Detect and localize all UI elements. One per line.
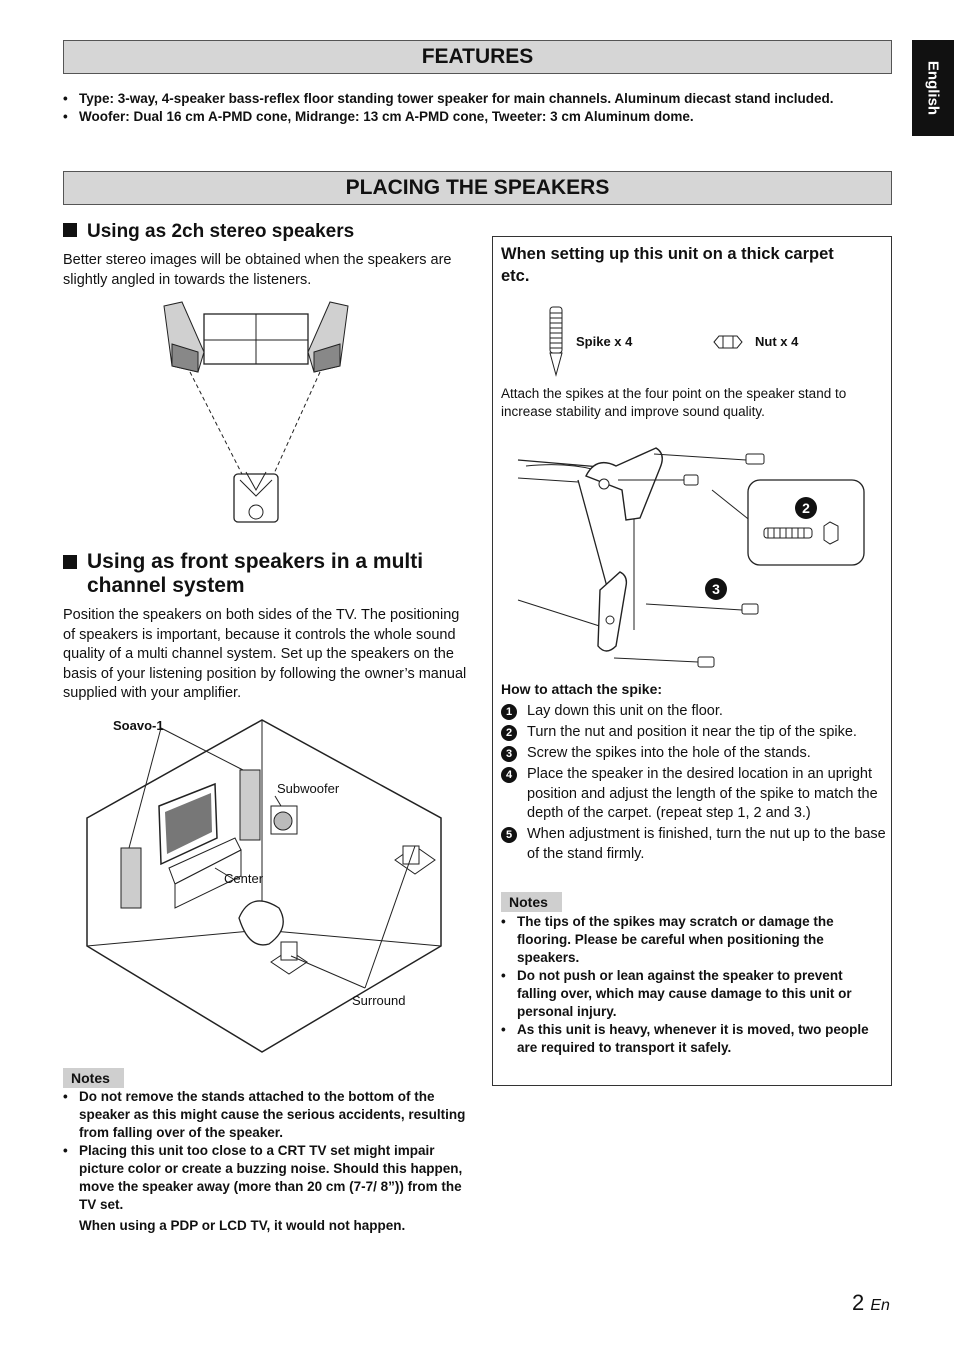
list-item: • Type: 3-way, 4-speaker bass-reflex floor standing tower speaker for main channels. Aluminum diecast stand included. <box>63 90 863 108</box>
list-item: • Woofer: Dual 16 cm A-PMD cone, Midrange: 13 cm A-PMD cone, Tweeter: 3 cm Aluminum dome. <box>63 108 863 126</box>
language-tab <box>912 40 954 136</box>
spike-icon <box>546 305 566 377</box>
features-list <box>63 90 863 126</box>
stand-assembly-illustration <box>516 440 868 670</box>
steps-list <box>501 702 891 866</box>
page-number: 2 En <box>852 1290 890 1315</box>
attach-text: Attach the spikes at the four point on the speaker stand to increase stability and improve sound quality. <box>501 386 847 419</box>
list-item: 3 Screw the spikes into the hole of the stands. <box>501 744 891 764</box>
spike-label: Spike x 4 <box>576 334 633 349</box>
subwoofer-label: Subwoofer <box>277 781 340 796</box>
step-number-icon: 3 <box>501 746 517 762</box>
callout-3-icon: 3 <box>705 578 727 600</box>
list-item: • Placing this unit too close to a CRT TV set might impair picture color or create a buzzing noise. Should this happen, move the speaker away (more than 20 cm (7-7/ 8”)) from the TV set. <box>63 1142 468 1214</box>
stereo-section-title: Using as 2ch stereo speakers <box>63 221 354 243</box>
list-item: • As this unit is heavy, whenever it is moved, two people are required to transport it safely. <box>501 1021 886 1057</box>
list-item: 4 Place the speaker in the desired location in an upright position and adjust the length of the spike to match the depth of the carpet. (repeat step 1, 2 and 3.) <box>501 765 891 824</box>
list-item: • Do not remove the stands attached to the bottom of the speaker as this might cause the serious accidents, resulting from falling over of the speaker. <box>63 1088 468 1142</box>
step-number-icon: 1 <box>501 704 517 720</box>
carpet-notes-list <box>501 913 886 1057</box>
surround-label: Surround <box>352 993 406 1008</box>
list-item: • The tips of the spikes may scratch or damage the flooring. Please be careful when positioning the speakers. <box>501 913 886 967</box>
features-heading: FEATURES <box>63 40 892 74</box>
square-bullet-icon <box>63 223 77 237</box>
nut-label: Nut x 4 <box>755 334 799 349</box>
list-item: 2 Turn the nut and position it near the tip of the spike. <box>501 723 891 743</box>
multi-section-title: Using as front speakers in a multi channel system <box>63 550 473 598</box>
list-item: 1 Lay down this unit on the floor. <box>501 702 891 722</box>
nut-icon <box>712 334 744 350</box>
step-number-icon: 2 <box>501 725 517 741</box>
multi-text: Position the speakers on both sides of the TV. The positioning of speakers is important, because it controls the whole sound quality of a multi channel system. Set up the speakers on the basis of your listening position by following the owner’s manual supplied with your amplifier. <box>63 607 467 701</box>
placing-note-continuation: When using a PDP or LCD TV, it would not happen. <box>79 1218 406 1233</box>
carpet-title: When setting up this unit on a thick carpet etc. <box>501 245 834 285</box>
callout-2-icon: 2 <box>795 497 817 519</box>
how-to-title: How to attach the spike: <box>501 681 663 697</box>
center-label: Center <box>224 871 264 886</box>
step-number-icon: 4 <box>501 767 517 783</box>
square-bullet-icon <box>63 555 77 569</box>
list-item: 5 When adjustment is finished, turn the nut up to the base of the stand firmly. <box>501 825 891 864</box>
stereo-setup-illustration <box>160 300 360 525</box>
notes-badge: Notes <box>501 892 562 912</box>
placing-heading: PLACING THE SPEAKERS <box>63 171 892 205</box>
step-number-icon: 5 <box>501 827 517 843</box>
notes-badge: Notes <box>63 1068 124 1088</box>
language-tab-label: English <box>924 60 942 116</box>
soavo-label: Soavo-1 <box>113 718 164 733</box>
placing-notes-list <box>63 1088 468 1214</box>
stereo-text: Better stereo images will be obtained when the speakers are slightly angled in towards the listeners. <box>63 252 452 288</box>
list-item: • Do not push or lean against the speaker to prevent falling over, which may cause damage to this unit or personal injury. <box>501 967 886 1021</box>
